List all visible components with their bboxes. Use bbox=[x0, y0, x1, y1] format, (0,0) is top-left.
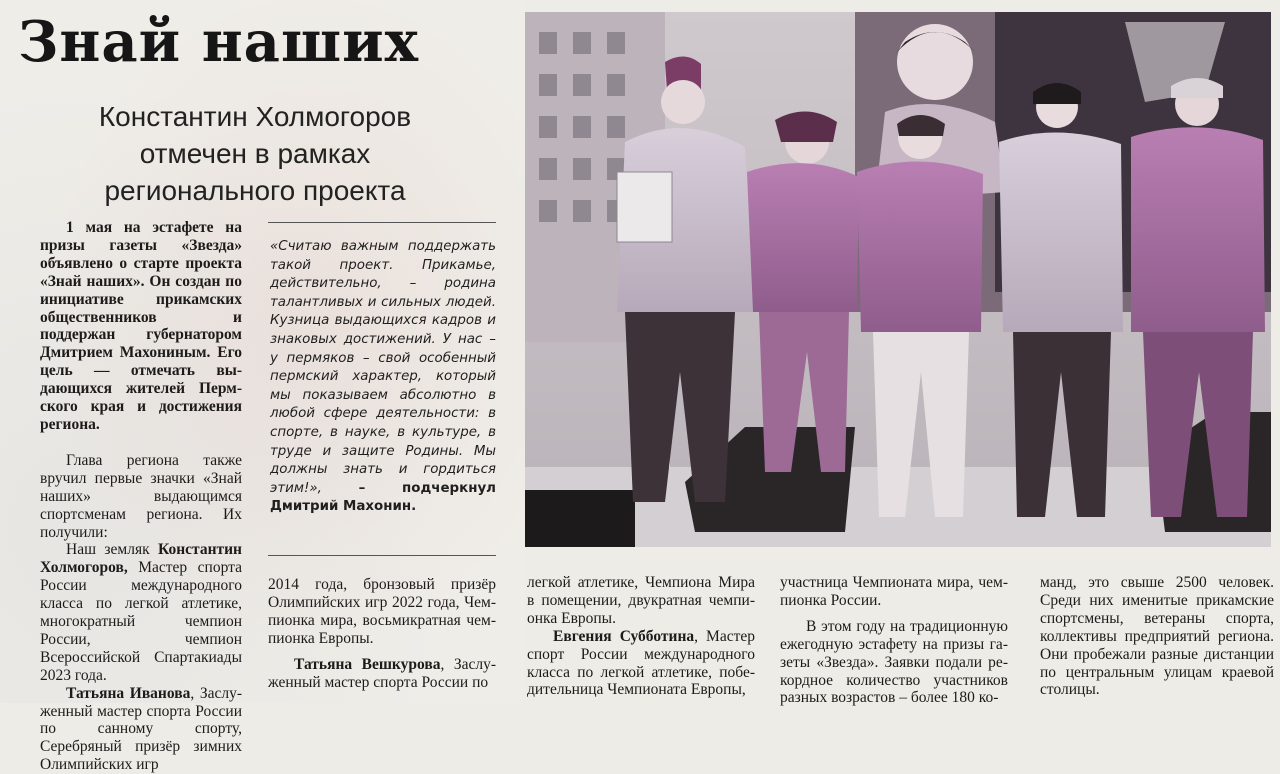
masthead-title: Знай наших bbox=[18, 9, 420, 75]
paragraph-participants: манд, это свыше 2500 человек. Среди них именитые прикамские спортсмены, ветераны спорта, коллективы предприятий региона. Они пробежали разные дистанции по центральным улицам краевой столицы. bbox=[1040, 574, 1274, 699]
subtitle-line-2: отмечен в рамках bbox=[139, 138, 371, 169]
article-column-5 bbox=[1040, 574, 1274, 699]
article-column-2 bbox=[268, 576, 496, 691]
veshkurova-text: , Заслуженный мастер спорта России по bbox=[268, 655, 496, 691]
veshkurova-name: Татьяна Вешкурова bbox=[294, 655, 441, 673]
article-subtitle bbox=[40, 98, 470, 209]
kholmogorov-intro: Наш земляк bbox=[66, 541, 158, 559]
paragraph-veshkurova-cont: легкой атлетике, Чемпиона Мира в помещении, двукратная чемпионка Европы. bbox=[527, 574, 755, 627]
quote-bottom-rule bbox=[268, 555, 496, 556]
ivanova-name: Татьяна Иванова bbox=[66, 684, 191, 702]
subbotina-name: Евгения Субботина bbox=[553, 627, 695, 645]
subtitle-line-1: Константин Холмогоров bbox=[98, 101, 412, 132]
paragraph-relay: В этом году на традиционную ежегодную эстафету на призы газеты «Звезда». Заявки подали рекордное количество участников разных возрастов – более 180 ко- bbox=[780, 617, 1008, 707]
quote-top-rule bbox=[268, 222, 496, 223]
subbotina-text: , Мастер спорт России международного класса по легкой атлетике, победительница Чемпионата Европы, bbox=[527, 627, 755, 699]
article-column-3 bbox=[527, 574, 755, 699]
paragraph-ivanova bbox=[40, 685, 242, 774]
quote-attribution: – подчеркнул Дмитрий Махонин. bbox=[270, 480, 496, 515]
award-ceremony-photo bbox=[525, 12, 1271, 547]
kholmogorov-name: Константин Холмогоров, bbox=[40, 541, 242, 577]
article-column-4 bbox=[780, 574, 1008, 707]
paragraph-awards: Глава региона также вручил первые значки «Знай наших» выдающимся спортсменам региона. Их получили: bbox=[40, 451, 242, 541]
ivanova-text: , Заслуженный мастер спорта России по санному спорту, Серебряный призёр зимних Олимпийских игр bbox=[40, 684, 242, 774]
paragraph-kholmogorov bbox=[40, 541, 242, 684]
paragraph-subbotina bbox=[527, 628, 755, 700]
lead-paragraph: 1 мая на эстафете на призы газеты «Звезда» объявлено о старте проекта «Знай наших». Он создан по инициативе прикамских общественников и поддержан губернатором Дмитрием Махониным. Его цель — отмечать выдающихся жителей Пермского края и достижения региона. bbox=[40, 219, 242, 433]
paragraph-ivanova-cont: 2014 года, бронзовый призёр Олимпийских игр 2022 года, Чемпионка мира, восьмикратная чемпионка Европы. bbox=[268, 576, 496, 647]
quote-text: «Считаю важным поддержать такой проект. Прикамье, действительно, – родина талантливых и сильных людей. Кузница выдающихся кадров и знаковых достижений. У нас – у пермяков – свой особенный пермский характер, который мы показываем абсолютно в любой сфере деятельности: в спорте, в науке, в культуре, в труде и защите Родины. Мы должны знать и гордиться этим!», bbox=[270, 239, 496, 496]
paragraph-subbotina-cont: участница Чемпионата мира, чемпионка России. bbox=[780, 574, 1008, 609]
paragraph-veshkurova bbox=[268, 656, 496, 692]
kholmogorov-text: Мастер спорта России международного класса по легкой атлетике, многократный чемпион России, чемпион Всероссийской Спартакиады 2023 года. bbox=[40, 559, 242, 684]
article-column-1 bbox=[40, 219, 242, 774]
subtitle-line-3: регионального проекта bbox=[104, 175, 406, 206]
governor-quote bbox=[270, 238, 496, 517]
